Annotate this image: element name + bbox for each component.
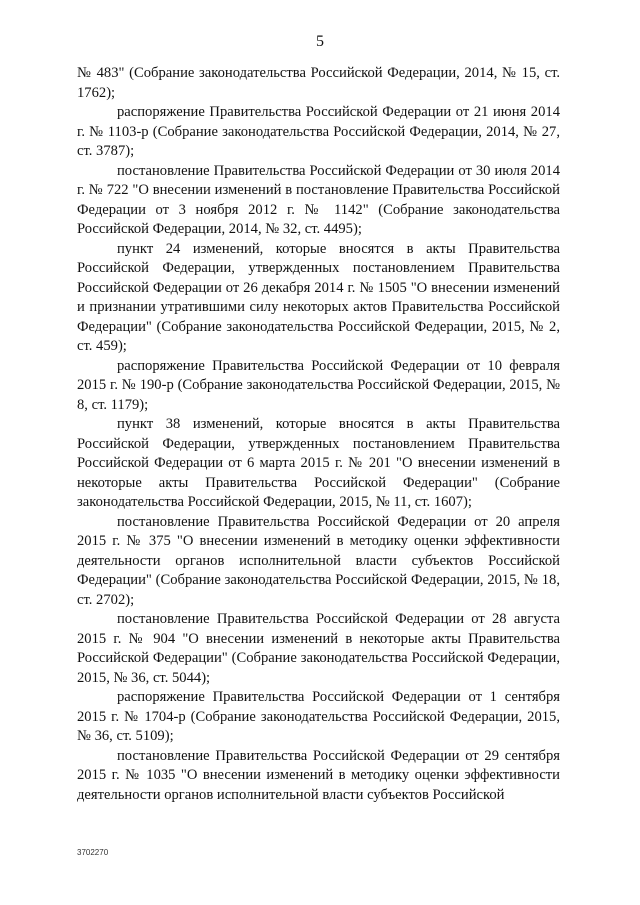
paragraph: распоряжение Правительства Российской Федерации от 10 февраля 2015 г. № 190-р (Собрание законодательства Российской Федерации, 2015, № 8, ст. 1179); [77, 357, 560, 413]
paragraph: № 483" (Собрание законодательства Российской Федерации, 2014, № 15, ст. 1762); [77, 65, 560, 101]
paragraph: пункт 24 изменений, которые вносятся в акты Правительства Российской Федерации, утвержденных постановлением Правительства Российской Федерации от 26 декабря 2014 г. № 1505 "О внесении изменений и признании утратившими силу некоторых актов Правительства Российской Федерации" (Собрание законодательства Российской Федерации, 2015, № 2, ст. 459); [77, 240, 560, 354]
paragraph: постановление Правительства Российской Федерации от 29 сентября 2015 г. № 1035 "О внесении изменений в методику оценки эффективности деятельности органов исполнительной власти субъектов Российской [77, 747, 560, 803]
document-body [77, 64, 560, 805]
paragraph: постановление Правительства Российской Федерации от 28 августа 2015 г. № 904 "О внесении изменений в некоторые акты Правительства Российской Федерации" (Собрание законодательства Российской Федерации, 2015, № 36, ст. 5044); [77, 611, 560, 686]
paragraph: постановление Правительства Российской Федерации от 20 апреля 2015 г. № 375 "О внесении изменений в методику оценки эффективности деятельности органов исполнительной власти субъектов Российской Федерации" (Собрание законодательства Российской Федерации, 2015, № 18, ст. 2702); [77, 513, 560, 608]
page-number: 5 [316, 33, 324, 50]
paragraph: распоряжение Правительства Российской Федерации от 21 июня 2014 г. № 1103-р (Собрание законодательства Российской Федерации, 2014, № 27, ст. 3787); [77, 104, 560, 159]
paragraph: постановление Правительства Российской Федерации от 30 июля 2014 г. № 722 "О внесении изменений в постановление Правительства Российской Федерации от 3 ноября 2012 г. № 1142" (Собрание законодательства Российской Федерации, 2014, № 32, ст. 4495); [77, 162, 560, 237]
paragraph: пункт 38 изменений, которые вносятся в акты Правительства Российской Федерации, утвержденных постановлением Правительства Российской Федерации от 6 марта 2015 г. № 201 "О внесении изменений в некоторые акты Правительства Российской Федерации" (Собрание законодательства Российской Федерации, 2015, № 11, ст. 1607); [77, 416, 560, 510]
document-code: 3702270 [77, 848, 109, 857]
paragraph: распоряжение Правительства Российской Федерации от 1 сентября 2015 г. № 1704-р (Собрание законодательства Российской Федерации, 2015, № 36, ст. 5109); [77, 689, 560, 744]
